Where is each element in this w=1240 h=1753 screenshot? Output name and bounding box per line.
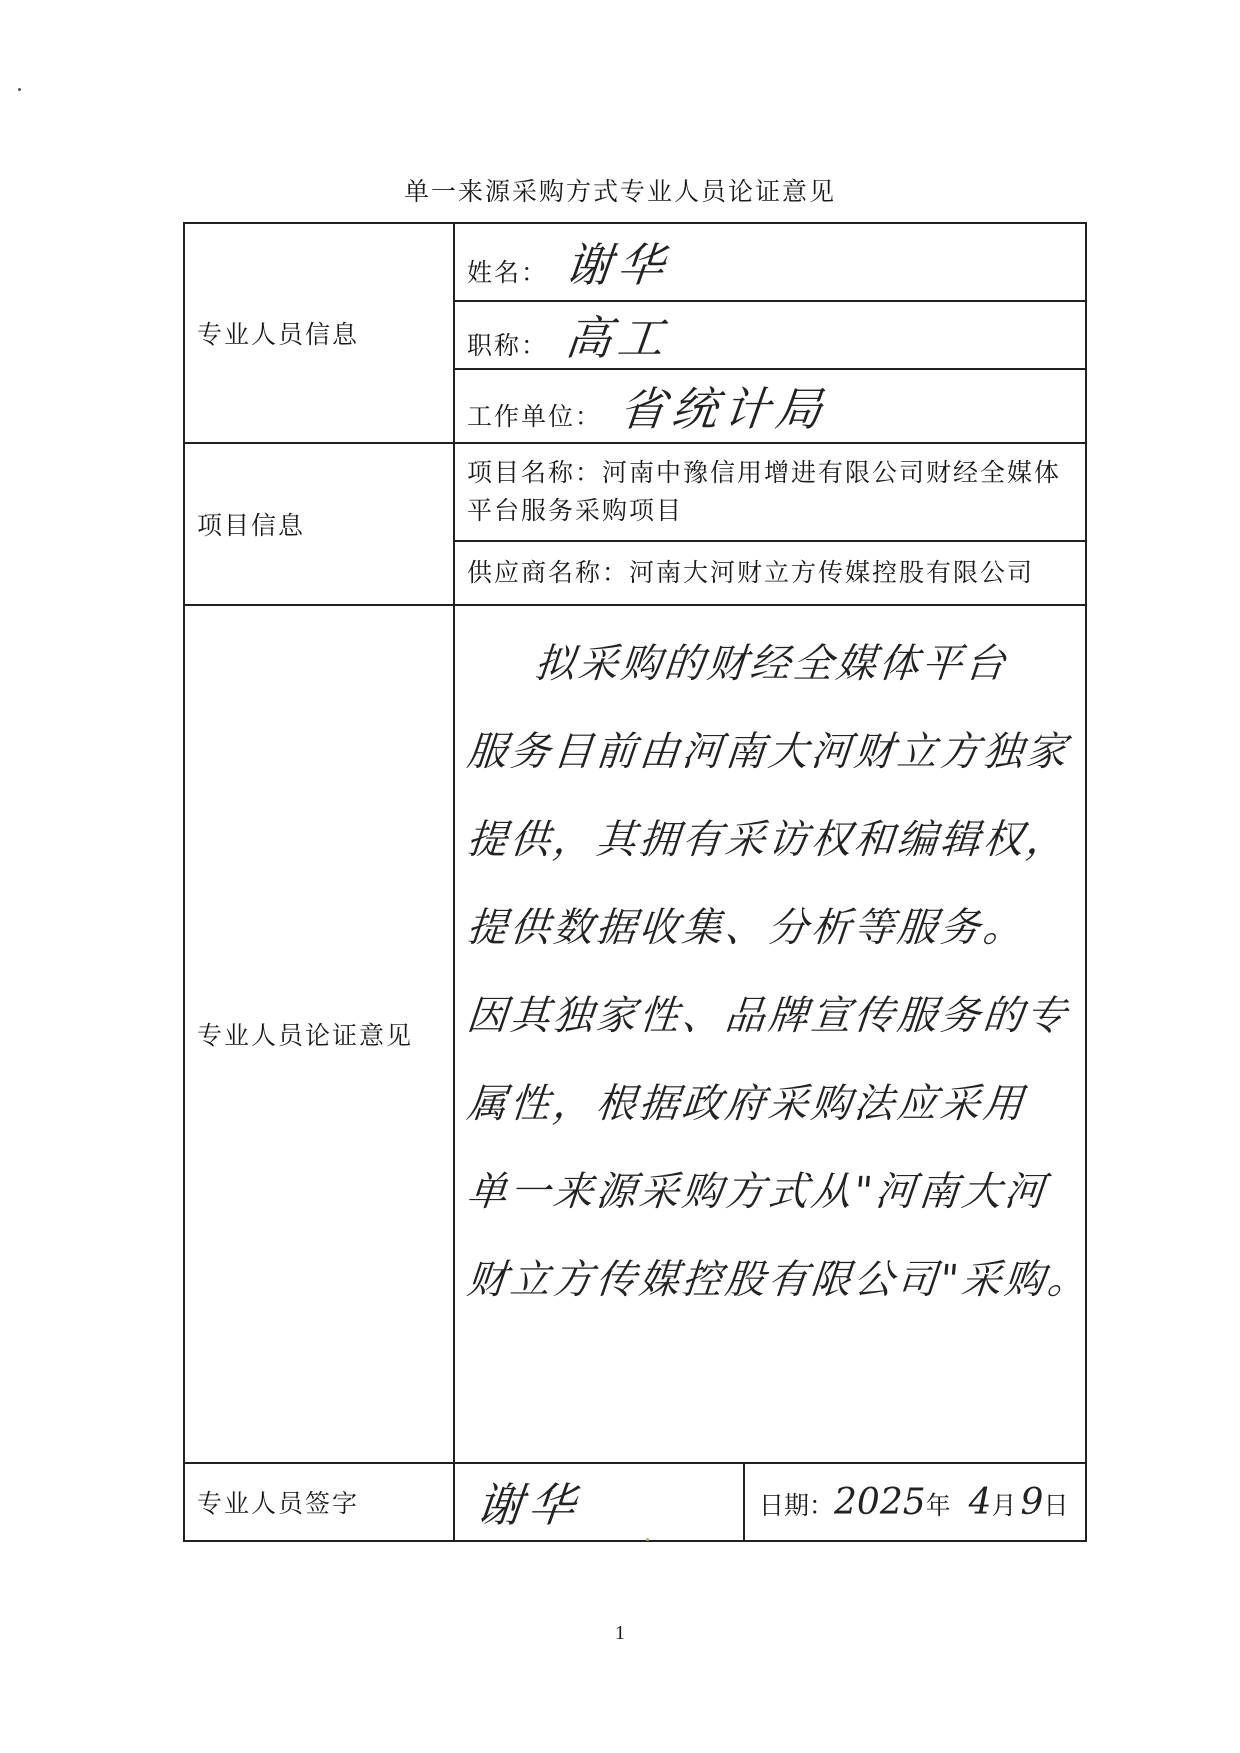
scan-speck: [18, 88, 21, 91]
personnel-info-label: 专业人员信息: [184, 223, 454, 443]
opinion-content: [454, 605, 1093, 1463]
year-unit: 年: [925, 1490, 951, 1520]
project-info-label: 项目信息: [184, 443, 454, 605]
month-unit: 月: [991, 1490, 1017, 1520]
employer-handwritten: 省统计局: [616, 382, 831, 436]
opinion-line: 提供，其拥有采访权和编辑权，: [464, 817, 1072, 863]
date-year: 2025: [834, 1481, 926, 1523]
opinion-line: 提供数据收集、分析等服务。: [464, 905, 1029, 951]
opinion-line: 财立方传媒控股有限公司"采购。: [464, 1257, 1093, 1303]
opinion-line: 拟采购的财经全媒体平台: [532, 641, 1011, 687]
page-number: 1: [615, 1622, 625, 1644]
opinion-line: 服务目前由河南大河财立方独家: [464, 729, 1072, 775]
opinion-label: 专业人员论证意见: [184, 605, 454, 1463]
date-label: 日期：: [759, 1490, 835, 1520]
opinion-line: 因其独家性、品牌宣传服务的专: [464, 993, 1072, 1039]
scan-speck: [646, 1538, 649, 1541]
date-month: 4: [968, 1481, 992, 1523]
opinion-line: 单一来源采购方式从"河南大河: [464, 1169, 1050, 1215]
signature-label: 专业人员签字: [184, 1463, 454, 1541]
name-handwritten: 谢华: [562, 238, 673, 292]
signature-field: [454, 1463, 744, 1541]
title-label: 职称：: [467, 331, 549, 360]
title-field: [454, 301, 1086, 369]
day-unit: 日: [1043, 1490, 1069, 1520]
date-day: 9: [1020, 1481, 1044, 1523]
supplier-field: 供应商名称：河南大河财立方传媒控股有限公司: [454, 541, 1086, 605]
employer-field: [454, 369, 1086, 443]
opinion-line: 属性，根据政府采购法应采用: [464, 1081, 1029, 1127]
name-field: [454, 223, 1086, 301]
title-handwritten: 高工: [562, 311, 673, 365]
employer-label: 工作单位：: [467, 402, 603, 431]
opinion-form-table: [183, 222, 1093, 1542]
name-label: 姓名：: [467, 258, 549, 287]
page-title: 单一来源采购方式专业人员论证意见: [403, 177, 836, 206]
project-name-field: 项目名称：河南中豫信用增进有限公司财经全媒体平台服务采购项目: [454, 443, 1086, 541]
date-field: [744, 1463, 1086, 1541]
signature-handwritten: 谢华: [473, 1478, 584, 1532]
